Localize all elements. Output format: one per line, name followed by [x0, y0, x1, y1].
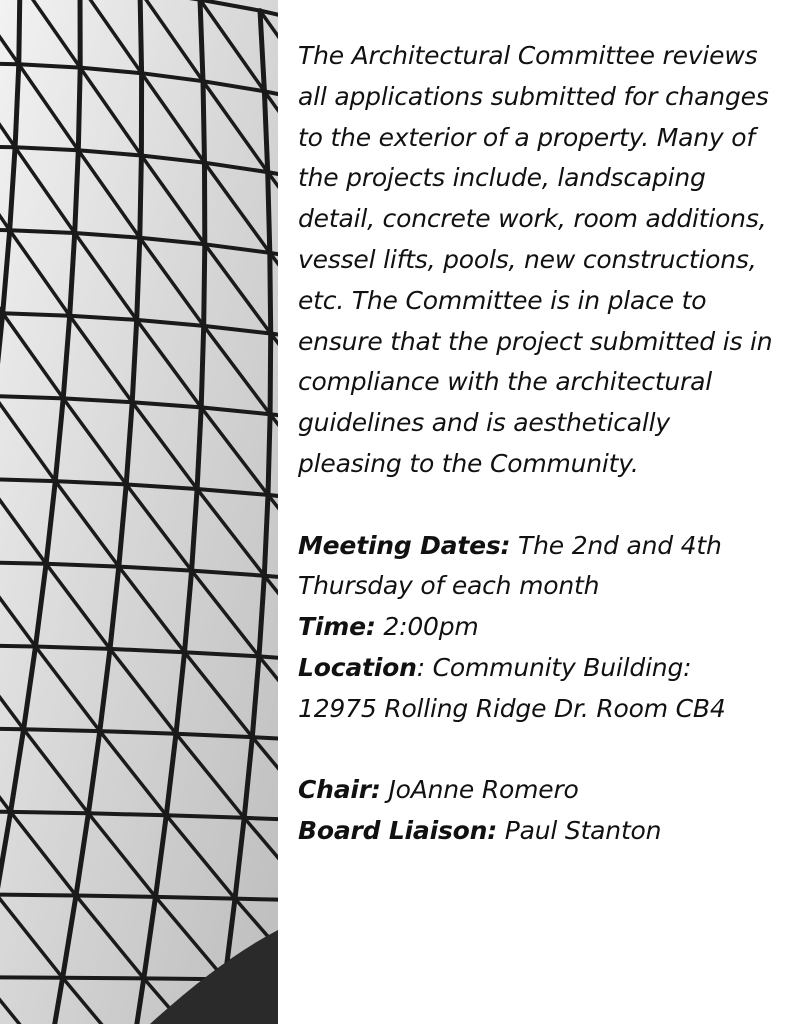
- meeting-dates-line: [298, 526, 778, 567]
- intro-paragraph: The Architectural Committee reviews all applications submitted for changes to the exterior of a property. Many of the projects include, landscaping detail, concrete work, room additions, vessel lifts, pools, new constructions, etc. The Committee is in place to ensure that the project submitted is in compliance with the architectural guidelines and is aesthetically pleasing to the Community.: [298, 41, 773, 478]
- time-value: 2:00pm: [375, 612, 479, 642]
- committee-description: [298, 36, 778, 893]
- liaison-label: Board Liaison:: [298, 816, 498, 846]
- chair-line: [298, 770, 778, 811]
- liaison-value: Paul Stanton: [497, 816, 662, 846]
- time-label: Time:: [298, 612, 376, 642]
- location-value: : Community Building:: [416, 652, 692, 682]
- meeting-dates-line-2: Thursday of each month: [298, 571, 600, 601]
- people-info: [298, 770, 778, 852]
- location-line-2: 12975 Rolling Ridge Dr. Room CB4: [298, 693, 726, 723]
- glass-roof-photo: [0, 0, 278, 1024]
- glass-roof-lattice: [0, 0, 278, 1024]
- chair-value: JoAnne Romero: [380, 775, 579, 805]
- location-line: [298, 648, 778, 689]
- time-line: [298, 607, 778, 648]
- meeting-info: [298, 526, 778, 730]
- meeting-dates-label: Meeting Dates:: [298, 530, 511, 560]
- meeting-dates-value: The 2nd and 4th: [510, 530, 722, 560]
- location-label: Location: [298, 652, 417, 682]
- chair-label: Chair:: [298, 775, 381, 805]
- liaison-line: [298, 811, 778, 852]
